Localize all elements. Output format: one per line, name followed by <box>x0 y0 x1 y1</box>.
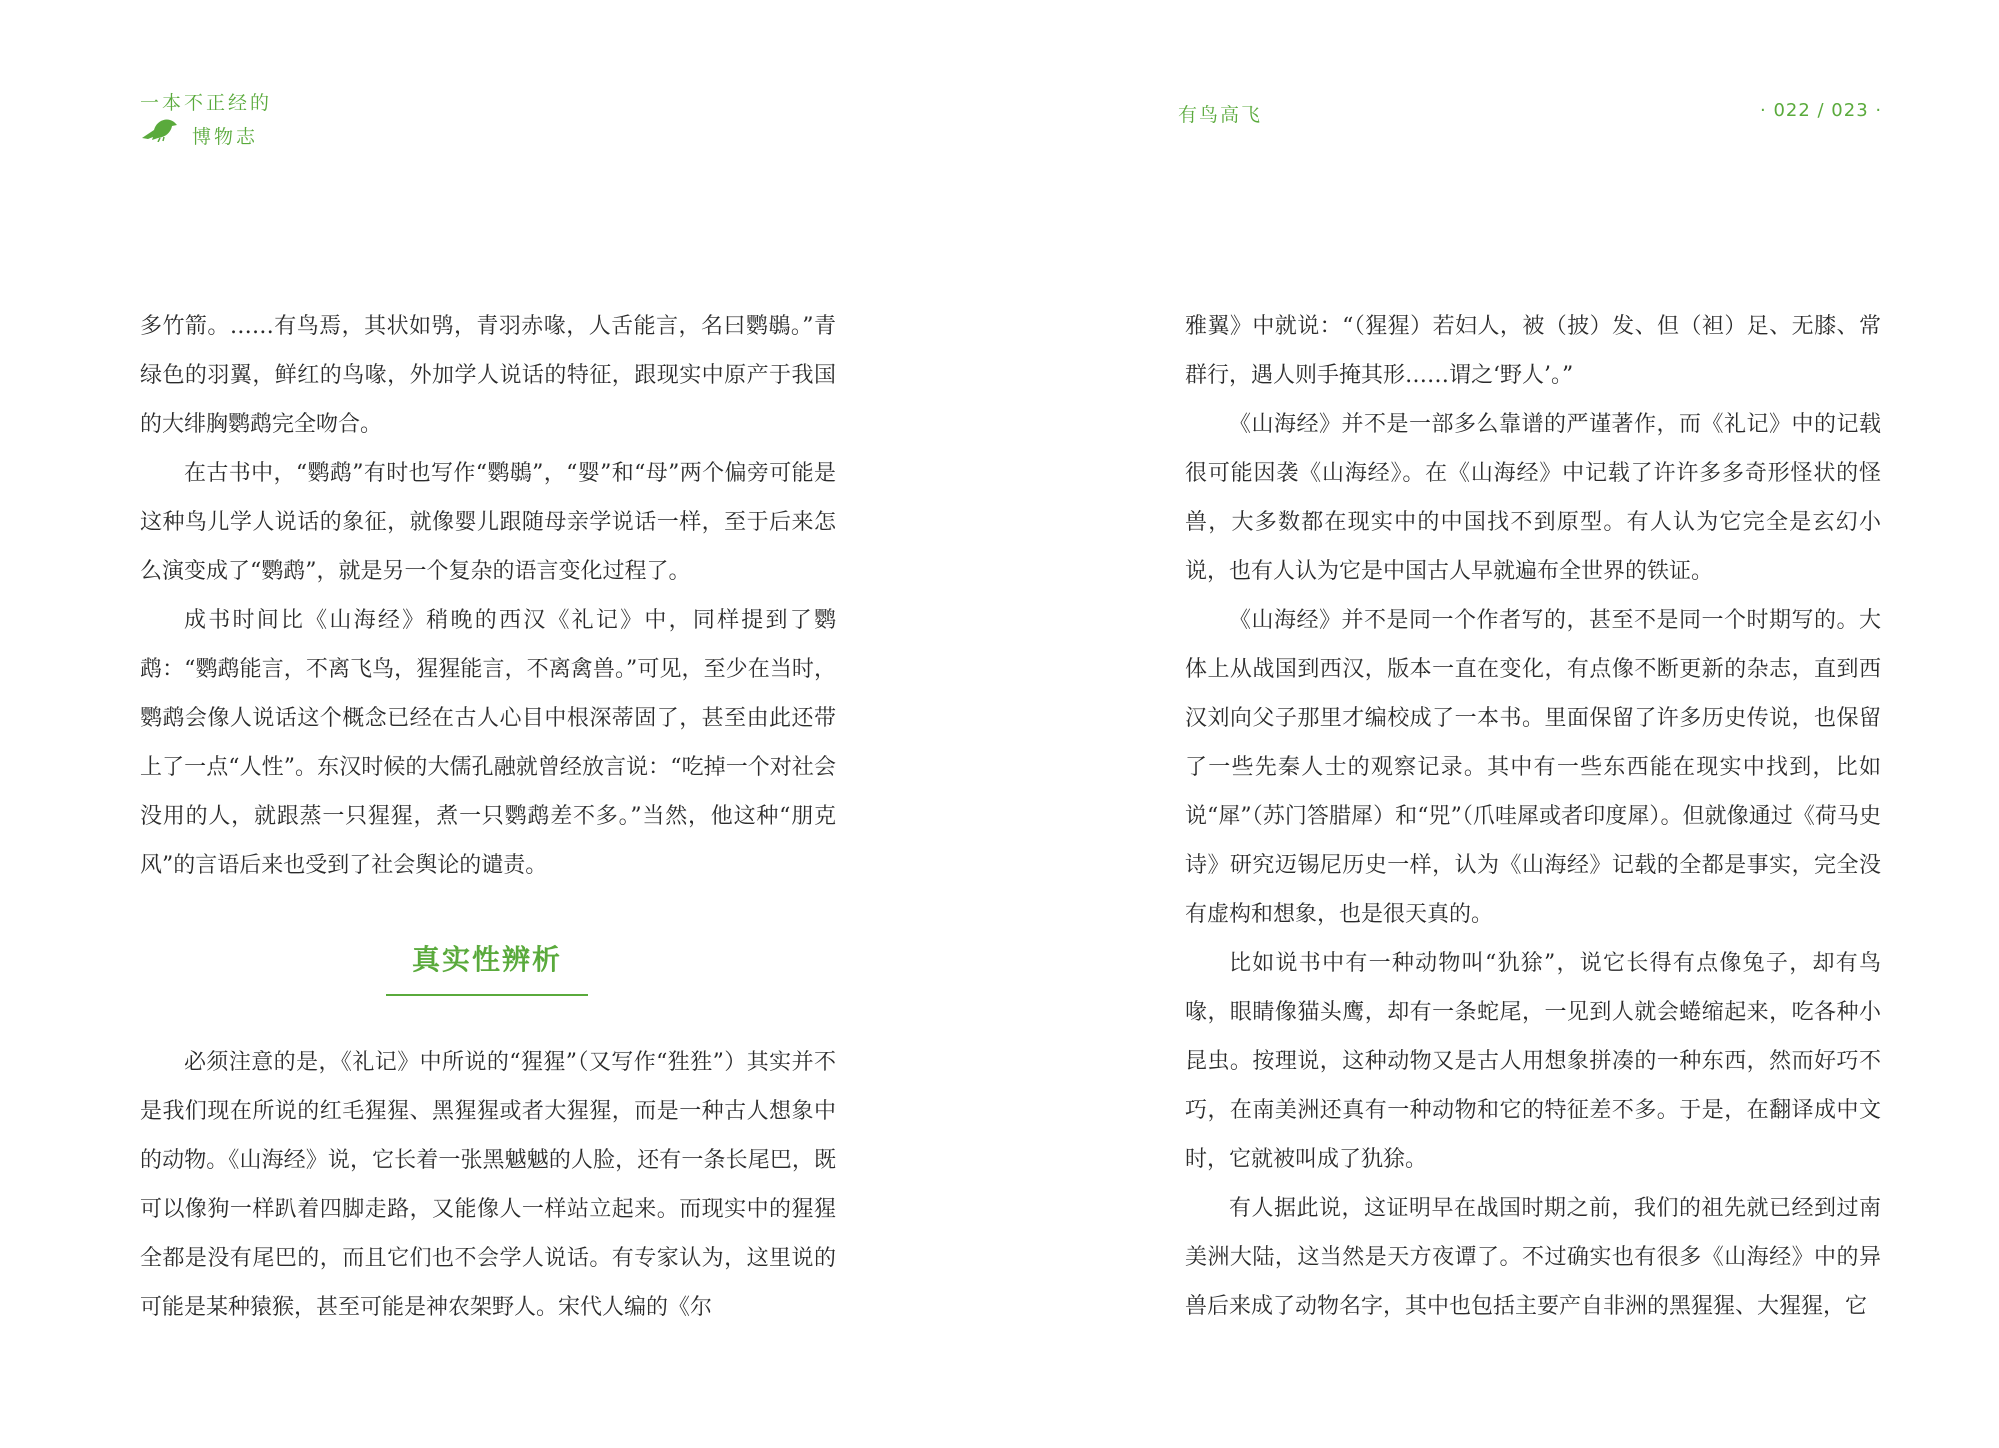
brand-title-line2: 博物志 <box>192 126 259 148</box>
left-column-top <box>140 302 836 890</box>
brand-title-line1: 一本不正经的 <box>140 92 273 114</box>
paragraph: 在古书中，“鹦鹉”有时也写作“鹦䳇”，“婴”和“母”两个偏旁可能是这种鸟儿学人说话的象征，就像婴儿跟随母亲学说话一样，至于后来怎么演变成了“鹦鹉”，就是另一个复杂的语言变化过程了。 <box>140 461 836 584</box>
paragraph: 必须注意的是，《礼记》中所说的“猩猩”（又写作“狌狌”）其实并不是我们现在所说的红毛猩猩、黑猩猩或者大猩猩，而是一种古人想象中的动物。《山海经》说，它长着一张黑魆魆的人脸，还有一条长尾巴，既可以像狗一样趴着四脚走路，又能像人一样站立起来。而现实中的猩猩全都是没有尾巴的，而且它们也不会学人说话。有专家认为，这里说的可能是某种猿猴，甚至可能是神农架野人。宋代人编的《尔 <box>140 1050 836 1320</box>
right-column <box>1185 302 1881 1331</box>
page-numbers: · 022 / 023 · <box>1760 100 1883 121</box>
section-title: 真实性辨析 <box>411 943 562 976</box>
paragraph: 《山海经》并不是同一个作者写的，甚至不是同一个时期写的。大体上从战国到西汉，版本一直在变化，有点像不断更新的杂志，直到西汉刘向父子那里才编校成了一本书。里面保留了许多历史传说，也保留了一些先秦人士的观察记录。其中有一些东西能在现实中找到，比如说“犀”（苏门答腊犀）和“兕”（爪哇犀或者印度犀）。但就像通过《荷马史诗》研究迈锡尼历史一样，认为《山海经》记载的全都是事实，完全没有虚构和想象，也是很天真的。 <box>1185 608 1881 927</box>
left-column-bottom <box>140 1038 836 1332</box>
book-brand <box>140 88 320 158</box>
bird-icon <box>140 116 178 142</box>
paragraph: 雅翼》中就说：“（猩猩）若妇人，被（披）发、但（袒）足、无膝、常群行，遇人则手掩其形……谓之‘野人’。” <box>1185 314 1881 388</box>
chapter-title: 有鸟高飞 <box>1178 104 1263 126</box>
paragraph: 多竹箭。……有鸟焉，其状如鸮，青羽赤喙，人舌能言，名曰鹦䳇。”青绿色的羽翼，鲜红的鸟喙，外加学人说话的特征，跟现实中原产于我国的大绯胸鹦鹉完全吻合。 <box>140 314 836 437</box>
paragraph: 成书时间比《山海经》稍晚的西汉《礼记》中，同样提到了鹦鹉：“鹦鹉能言，不离飞鸟，猩猩能言，不离禽兽。”可见，至少在当时，鹦鹉会像人说话这个概念已经在古人心目中根深蒂固了，甚至由此还带上了一点“人性”。东汉时候的大儒孔融就曾经放言说：“吃掉一个对社会没用的人，就跟蒸一只猩猩，煮一只鹦鹉差不多。”当然，他这种“朋克风”的言语后来也受到了社会舆论的谴责。 <box>140 608 836 878</box>
paragraph: 比如说书中有一种动物叫“犰狳”，说它长得有点像兔子，却有鸟喙，眼睛像猫头鹰，却有一条蛇尾，一见到人就会蜷缩起来，吃各种小昆虫。按理说，这种动物又是古人用想象拼凑的一种东西，然而好巧不巧，在南美洲还真有一种动物和它的特征差不多。于是，在翻译成中文时，它就被叫成了犰狳。 <box>1185 951 1881 1172</box>
paragraph: 《山海经》并不是一部多么靠谱的严谨著作，而《礼记》中的记载很可能因袭《山海经》。在《山海经》中记载了许许多多奇形怪状的怪兽，大多数都在现实中的中国找不到原型。有人认为它完全是玄幻小说，也有人认为它是中国古人早就遍布全世界的铁证。 <box>1185 412 1881 584</box>
section-heading <box>386 940 588 980</box>
paragraph: 有人据此说，这证明早在战国时期之前，我们的祖先就已经到过南美洲大陆，这当然是天方夜谭了。不过确实也有很多《山海经》中的异兽后来成了动物名字，其中也包括主要产自非洲的黑猩猩、大猩猩，它 <box>1185 1196 1881 1319</box>
section-underline <box>386 994 588 996</box>
